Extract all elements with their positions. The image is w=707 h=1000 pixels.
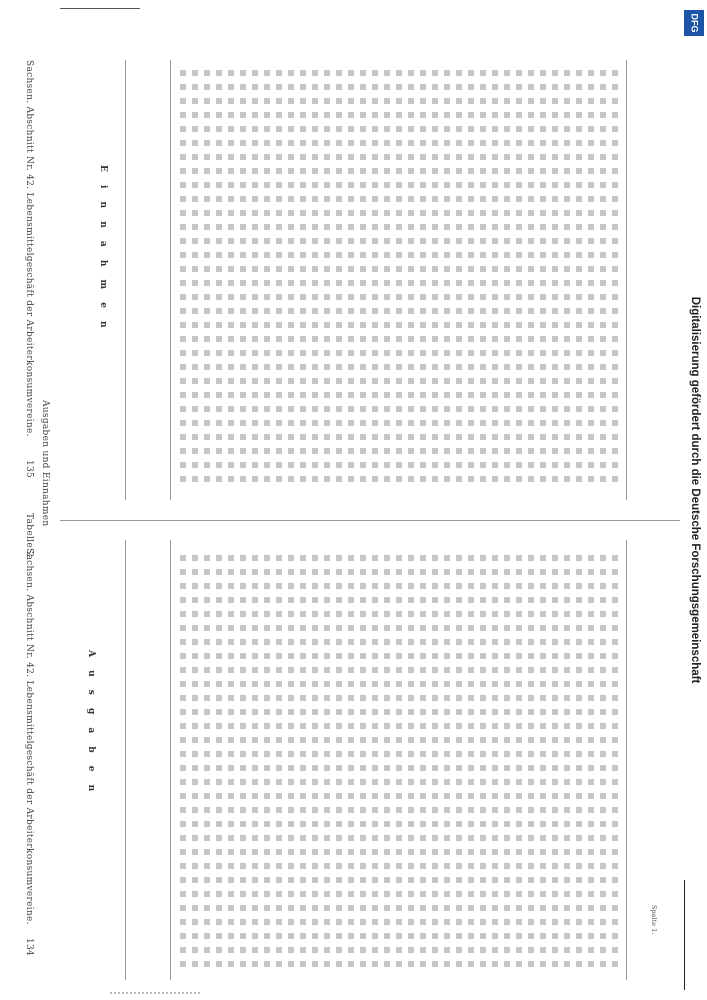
faint-column-stroke [480,555,486,975]
faint-column-stroke [516,555,522,975]
faint-column-stroke [348,555,354,975]
faint-column-stroke [372,555,378,975]
faint-column-stroke [564,555,570,975]
faint-column-stroke [288,70,294,490]
faint-column-stroke [228,555,234,975]
left-footnote: Spalte 1. [650,905,658,935]
faint-column-stroke [312,70,318,490]
faint-column-stroke [588,70,594,490]
faint-column-stroke [612,555,618,975]
faint-column-stroke [492,555,498,975]
page-divider [60,520,680,521]
scan-rule-right [684,880,685,990]
faint-column-stroke [300,555,306,975]
faint-column-stroke [324,555,330,975]
faint-column-stroke [360,70,366,490]
left-table-rule-3 [626,540,627,980]
faint-column-stroke [408,555,414,975]
faint-column-stroke [576,70,582,490]
right-page-header: Sachsen. Abschnitt Nr. 42. Lebensmittelgeschäft der Arbeiterkonsumvereine. [24,60,34,437]
dfg-funding-note: Digitalisierung gefördert durch die Deutsche Forschungsgemeinschaft [689,296,701,684]
faint-column-stroke [204,70,210,490]
faint-column-stroke [456,70,462,490]
faint-column-stroke [336,555,342,975]
faint-column-stroke [540,555,546,975]
faint-column-stroke [444,70,450,490]
left-table-rule-2 [170,540,171,980]
faint-column-stroke [192,555,198,975]
faint-column-stroke [396,555,402,975]
faint-column-stroke [528,555,534,975]
faint-column-stroke [216,70,222,490]
faint-column-stroke [420,555,426,975]
faint-column-stroke [372,70,378,490]
faint-column-stroke [408,70,414,490]
faint-column-stroke [600,555,606,975]
faint-column-stroke [312,555,318,975]
left-table-rule-1 [125,540,126,980]
faint-column-stroke [300,70,306,490]
faint-column-stroke [192,70,198,490]
faint-column-stroke [240,70,246,490]
faint-column-stroke [180,555,186,975]
right-page-number: 135 [24,460,34,479]
faint-column-stroke [480,70,486,490]
faint-column-stroke [540,70,546,490]
left-table-label: Tabelle 2 [24,513,34,558]
right-table-rule-2 [170,60,171,500]
faint-column-stroke [492,70,498,490]
faint-column-stroke [252,70,258,490]
faint-column-stroke [432,555,438,975]
left-section-title: A u s g a b e n [86,650,96,797]
faint-column-stroke [288,555,294,975]
dfg-logo-text: DFG [689,13,699,33]
left-page-header: Sachsen. Abschnitt Nr. 42. Lebensmittelgeschäft der Arbeiterkonsumvereine. [24,548,34,925]
right-table-rule-1 [125,60,126,500]
faint-column-stroke [252,555,258,975]
faint-column-stroke [336,70,342,490]
faint-column-stroke [528,70,534,490]
faint-column-stroke [204,555,210,975]
faint-column-stroke [276,555,282,975]
faint-column-stroke [216,555,222,975]
faint-column-stroke [600,70,606,490]
faint-column-stroke [552,555,558,975]
faint-column-stroke [384,70,390,490]
faint-column-stroke [504,70,510,490]
faint-column-stroke [240,555,246,975]
faint-column-stroke [456,555,462,975]
faint-column-stroke [384,555,390,975]
scan-rule-top [60,8,140,9]
faint-column-stroke [588,555,594,975]
faint-column-stroke [504,555,510,975]
faint-column-stroke [516,70,522,490]
faint-column-stroke [228,70,234,490]
faint-column-stroke [276,70,282,490]
dfg-logo [684,10,704,36]
faint-column-stroke [264,70,270,490]
faint-column-stroke [444,555,450,975]
scan-dots-bottom [110,992,200,994]
right-section-title: E i n n a h m e n [98,165,108,333]
faint-column-stroke [432,70,438,490]
left-page-number: 134 [24,938,34,957]
faint-column-stroke [324,70,330,490]
faint-column-stroke [576,555,582,975]
faint-column-stroke [468,555,474,975]
faint-column-stroke [420,70,426,490]
faint-column-stroke [564,70,570,490]
right-table-rule-3 [626,60,627,500]
faint-column-stroke [396,70,402,490]
right-subheader: Ausgaben und Einnahmen [40,400,50,527]
faint-column-stroke [348,70,354,490]
faint-column-stroke [612,70,618,490]
faint-column-stroke [552,70,558,490]
faint-column-stroke [264,555,270,975]
faint-column-stroke [360,555,366,975]
faint-column-stroke [180,70,186,490]
faint-column-stroke [468,70,474,490]
